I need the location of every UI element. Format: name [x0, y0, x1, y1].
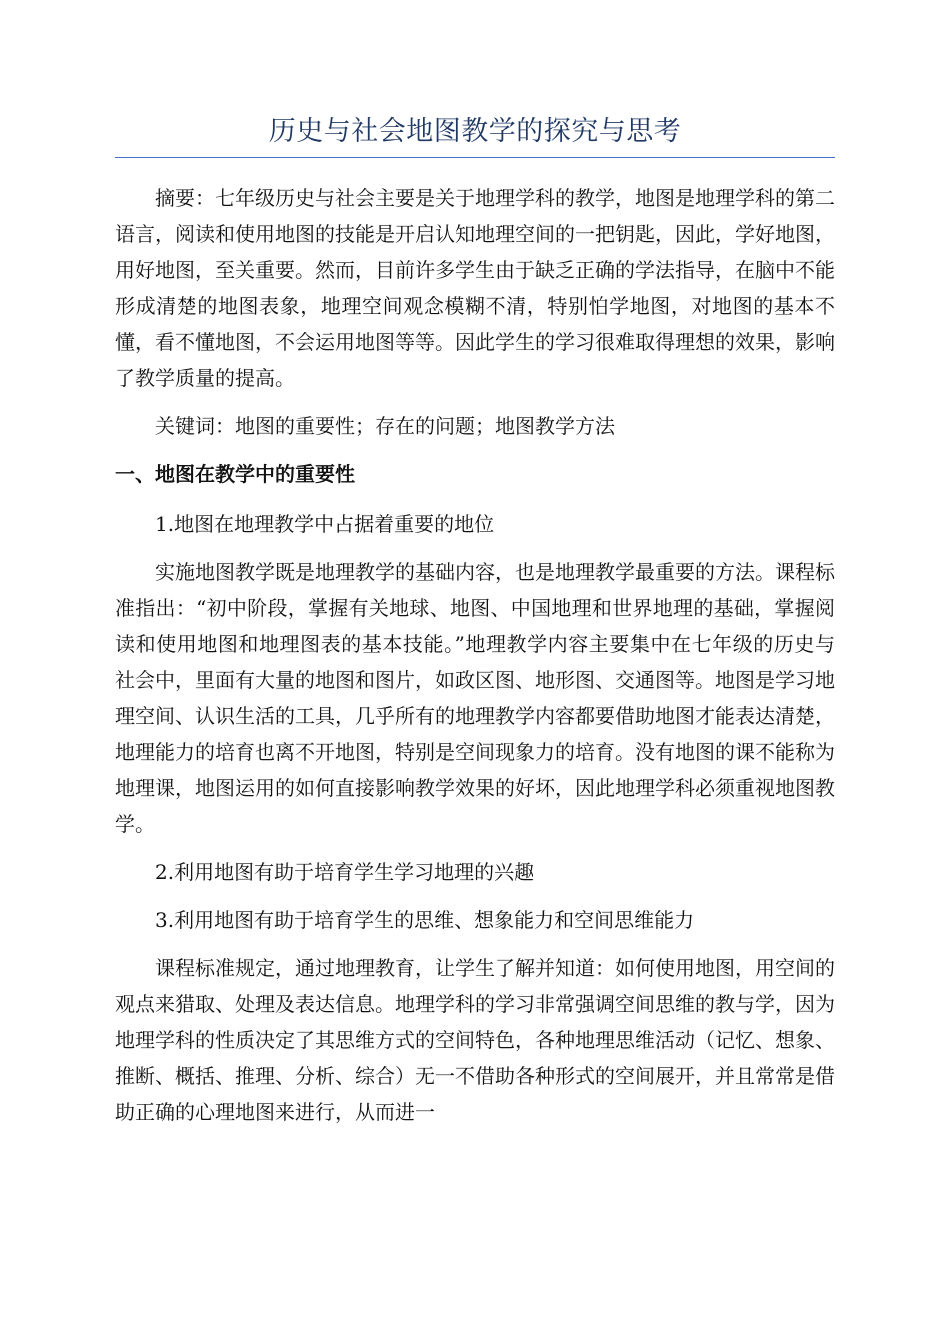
document-page	[115, 112, 835, 1142]
subheading-3: 3.利用地图有助于培育学生的思维、想象能力和空间思维能力	[155, 908, 695, 932]
subheading-1: 1.地图在地理教学中占据着重要的地位	[155, 512, 495, 536]
body-paragraph-1: 实施地图教学既是地理教学的基础内容，也是地理教学最重要的方法。课程标准指出：“初中阶段，掌握有关地球、地图、中国地理和世界地理的基础，掌握阅读和使用地图和地理图表的基本技能。”地理教学内容主要集中在七年级的历史与社会中，里面有大量的地图和图片，如政区图、地形图、交通图等。地图是学习地理空间、认识生活的工具，几乎所有的地理教学内容都要借助地图才能表达清楚，地理能力的培育也离不开地图，特别是空间现象力的培育。没有地图的课不能称为地理课，地图运用的如何直接影响教学效果的好坏，因此地理学科必须重视地图教学。	[115, 560, 835, 836]
abstract-paragraph: 摘要：七年级历史与社会主要是关于地理学科的教学，地图是地理学科的第二语言，阅读和使用地图的技能是开启认知地理空间的一把钥匙，因此，学好地图，用好地图，至关重要。然而，目前许多学生由于缺乏正确的学法指导，在脑中不能形成清楚的地图表象，地理空间观念模糊不清，特别怕学地图，对地图的基本不懂，看不懂地图，不会运用地图等等。因此学生的学习很难取得理想的效果，影响了教学质量的提高。	[115, 186, 835, 390]
keywords-line: 关键词：地图的重要性；存在的问题；地图教学方法	[155, 414, 615, 438]
section-heading-1: 一、地图在教学中的重要性	[115, 462, 355, 486]
body-paragraph-3: 课程标准规定，通过地理教育，让学生了解并知道：如何使用地图，用空间的观点来猎取、处理及表达信息。地理学科的学习非常强调空间思维的教与学，因为地理学科的性质决定了其思维方式的空间特色，各种地理思维活动（记忆、想象、推断、概括、推理、分析、综合）无一不借助各种形式的空间展开，并且常常是借助正确的心理地图来进行，从而进一	[115, 956, 835, 1124]
subheading-2: 2.利用地图有助于培育学生学习地理的兴趣	[155, 860, 535, 884]
document-title: 历史与社会地图教学的探究与思考	[115, 112, 835, 158]
